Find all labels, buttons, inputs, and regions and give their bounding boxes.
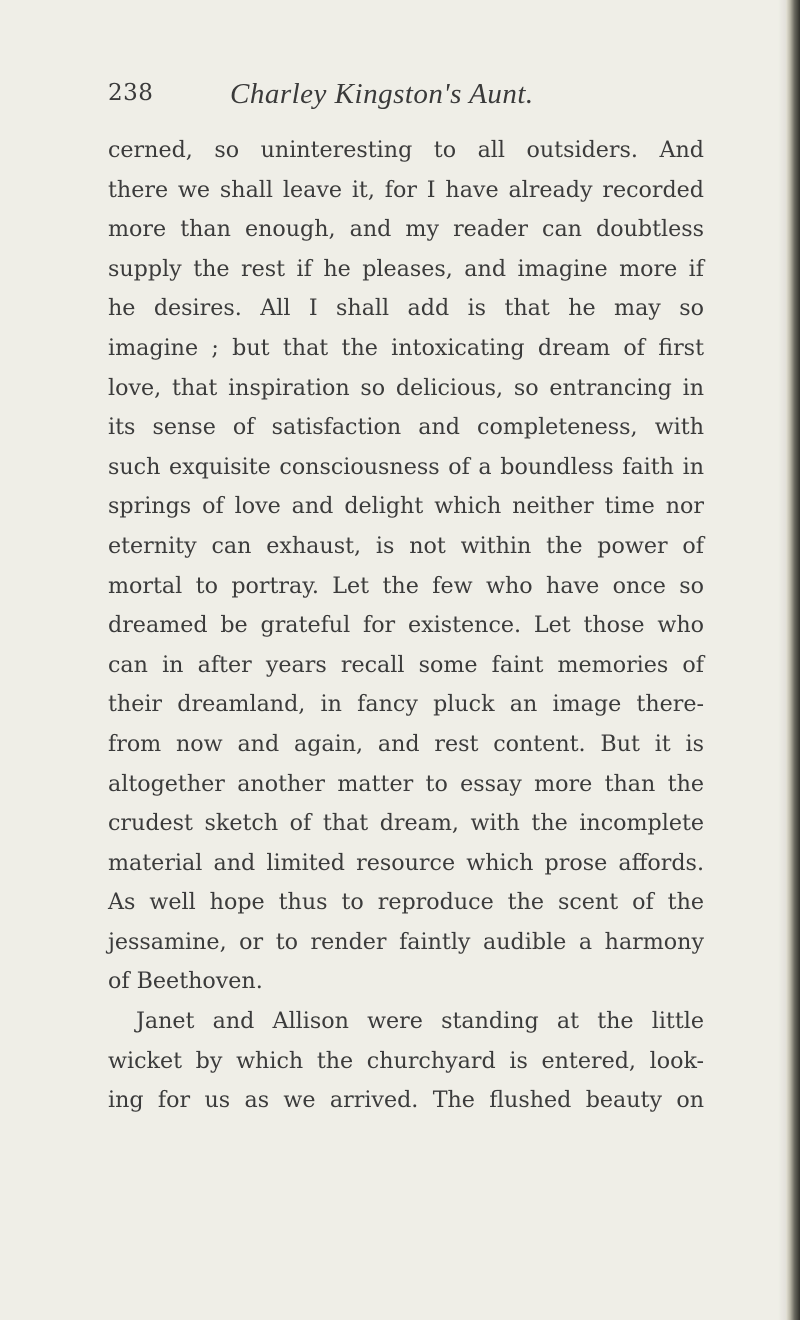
text-line: can in after years recall some faint memories of [108,651,704,678]
text-line: he desires. All I shall add is that he may so [108,295,704,322]
text-line: springs of love and delight which neither time nor [108,493,704,520]
text-line: love, that inspiration so delicious, so entrancing in [108,374,704,401]
text-line: crudest sketch of that dream, with the incomplete [108,810,704,837]
text-line: As well hope thus to reproduce the scent of the [108,889,704,916]
body-text [108,131,704,1121]
page-number: 238 [108,80,154,106]
text-line: dreamed be grateful for existence. Let those who [108,612,704,639]
text-line: their dreamland, in fancy pluck an image there- [108,691,704,718]
text-line: of Beethoven. [108,968,263,995]
text-line: cerned, so uninteresting to all outsiders. And [108,137,704,163]
running-title: Charley Kingston's Aunt. [230,78,534,110]
page-gutter-shadow [778,0,786,1320]
text-line: there we shall leave it, for I have already recorded [108,176,704,203]
page-header [108,80,718,120]
text-line: ing for us as we arrived. The flushed beauty on [108,1087,704,1114]
text-line: supply the rest if he pleases, and imagine more if [108,255,704,282]
text-line: more than enough, and my reader can doubtless [108,216,704,243]
text-line: material and limited resource which prose affords. [108,849,704,876]
text-line: mortal to portray. Let the few who have once so [108,572,704,599]
text-line: Janet and Allison were standing at the little [136,1008,704,1035]
text-line: wicket by which the churchyard is entered, look- [108,1047,704,1074]
text-line: imagine ; but that the intoxicating dream of first [108,334,704,361]
text-line: eternity can exhaust, is not within the power of [108,532,704,559]
text-line: such exquisite consciousness of a boundless faith in [108,453,704,480]
text-line: its sense of satisfaction and completeness, with [108,414,704,441]
text-line: jessamine, or to render faintly audible a harmony [108,928,704,955]
page-binding-edge [786,0,800,1320]
text-line: from now and again, and rest content. But it is [108,730,704,757]
text-line: altogether another matter to essay more than the [108,770,704,797]
